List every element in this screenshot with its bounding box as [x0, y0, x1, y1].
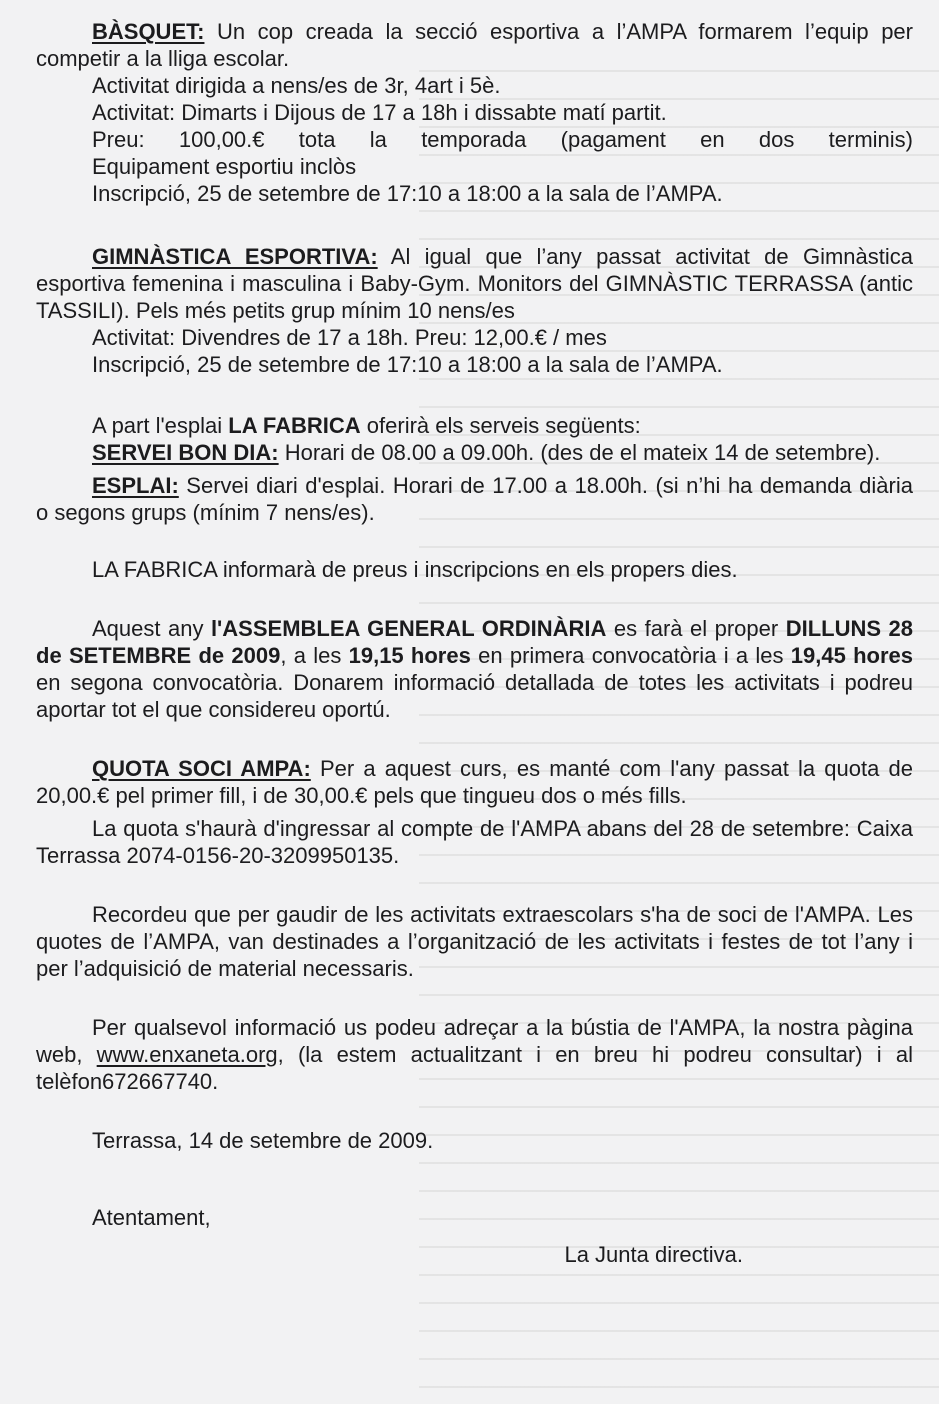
fabrica-info: LA FABRICA informarà de preus i inscripcions en els propers dies. [92, 557, 738, 582]
assemblea-paragraph [36, 615, 913, 723]
assemblea-text-1: Aquest any [92, 616, 211, 641]
assemblea-text-2: es farà el proper [606, 616, 786, 641]
basquet-line-1: Activitat dirigida a nens/es de 3r, 4art i 5è. [92, 73, 501, 98]
contacte-paragraph [36, 1014, 913, 1095]
assemblea-name: l'ASSEMBLEA GENERAL ORDINÀRIA [210, 616, 607, 641]
esplai-title: ESPLAI: [92, 473, 179, 498]
assemblea-text-4: en primera convocatòria i a les [470, 643, 791, 668]
basquet-title: BÀSQUET: [92, 19, 205, 44]
assemblea-time-1: 19,15 hores [348, 643, 471, 668]
signature-row [36, 1241, 913, 1268]
assemblea-time-2: 19,45 hores [790, 643, 913, 668]
quota-text: Per a aquest curs, es manté com l'any passat la quota de 20,00.€ pel primer fill, i de 30,00.€ pels que tingueu dos o més fills. [36, 756, 914, 808]
basquet-line-2: Activitat: Dimarts i Dijous de 17 a 18h i dissabte matí partit. [92, 100, 667, 125]
gimnastica-paragraph [36, 243, 913, 324]
esplai-intro-post: oferirà els serveis següents: [360, 413, 641, 438]
bon-dia-text: Horari de 08.00 a 09.00h. (des de el mateix 14 de setembre). [278, 440, 881, 465]
quota-title: QUOTA SOCI AMPA: [92, 756, 311, 781]
quota-paragraph [36, 755, 913, 809]
website-link[interactable]: www.enxaneta.org [96, 1042, 278, 1067]
esplai-paragraph [36, 472, 913, 526]
bon-dia-paragraph [36, 439, 913, 466]
contacte-post: , (la estem actualitzant i en breu hi podreu consultar) i al telèfon672667740. [36, 1042, 913, 1094]
salutation: Atentament, [92, 1205, 211, 1230]
bon-dia-title: SERVEI BON DIA: [92, 440, 279, 465]
basquet-line-3: Preu: 100,00.€ tota la temporada (pagament en dos terminis) [92, 127, 913, 152]
assemblea-date: DILLUNS 28 de SETEMBRE de 2009 [36, 616, 913, 668]
signature: La Junta directiva. [564, 1242, 743, 1267]
esplai-text: Servei diari d'esplai. Horari de 17.00 a 18.00h. (si n’hi ha demanda diària o segons grups (mínim 7 nens/es). [36, 473, 913, 525]
gimnastica-line-2: Inscripció, 25 de setembre de 17:10 a 18:00 a la sala de l’AMPA. [92, 352, 723, 377]
recordeu-paragraph: Recordeu que per gaudir de les activitats extraescolars s'ha de soci de l'AMPA. Les quotes de l’AMPA, van destinades a l’organització de les activitats i festes de tot l’any i per l’adquisició de material necessaris. [36, 902, 913, 981]
basquet-line-4: Equipament esportiu inclòs [92, 154, 357, 179]
basquet-line-5: Inscripció, 25 de setembre de 17:10 a 18:00 a la sala de l’AMPA. [92, 181, 723, 206]
basquet-intro: Un cop creada la secció esportiva a l’AMPA formarem l’equip per competir a la lliga escolar. [36, 19, 913, 71]
assemblea-text-5: en segona convocatòria. Donarem informació detallada de totes les activitats i podreu aportar tot el que considereu oportú. [36, 670, 913, 722]
gimnastica-line-1: Activitat: Divendres de 17 a 18h. Preu: 12,00.€ / mes [92, 325, 607, 350]
gimnastica-title: GIMNÀSTICA ESPORTIVA: [92, 244, 378, 269]
date-place: Terrassa, 14 de setembre de 2009. [92, 1128, 434, 1153]
esplai-name: LA FABRICA [228, 413, 361, 438]
esplai-intro-pre: A part l'esplai [92, 413, 229, 438]
contacte-pre: Per qualsevol informació us podeu adreçar a la bústia de l'AMPA, la nostra pàgina web, [36, 1015, 913, 1067]
gimnastica-intro: Al igual que l’any passat activitat de Gimnàstica esportiva femenina i masculina i Baby-Gym. Monitors del GIMNÀSTIC TERRASSA (antic TASSILI). Pels més petits grup mínim 10 nens/es [36, 244, 913, 323]
esplai-intro [36, 412, 913, 439]
basquet-paragraph [36, 18, 913, 72]
quota-account-paragraph: La quota s'haurà d'ingressar al compte de l'AMPA abans del 28 de setembre: Caixa Terrassa 2074-0156-20-3209950135. [36, 816, 913, 868]
assemblea-text-3: , a les [280, 643, 349, 668]
